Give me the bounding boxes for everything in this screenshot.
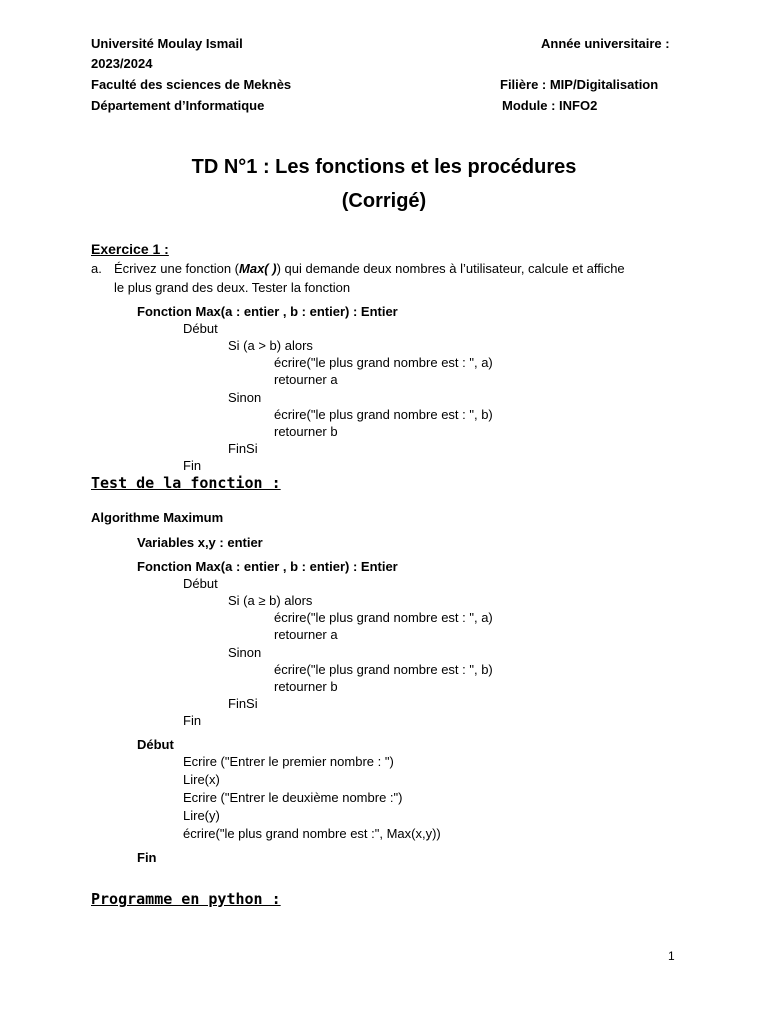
algorithm-line: retourner a bbox=[274, 372, 338, 388]
algorithm-line: retourner b bbox=[274, 678, 338, 694]
department-name: Département d’Informatique bbox=[91, 98, 265, 113]
statement-text: ) qui demande deux nombres à l’utilisateur, calcule et affiche bbox=[276, 261, 625, 276]
algorithm-line: écrire("le plus grand nombre est : ", a) bbox=[274, 355, 493, 371]
main-body-line: écrire("le plus grand nombre est :", Max(x,y)) bbox=[183, 826, 441, 841]
page-number: 1 bbox=[668, 949, 675, 963]
document-title: TD N°1 : Les fonctions et les procédures bbox=[191, 156, 577, 178]
algorithm-line: Fonction Max(a : entier , b : entier) : Entier bbox=[137, 559, 398, 574]
main-body-line: Lire(y) bbox=[183, 808, 220, 823]
algorithm-line: Fonction Max(a : entier , b : entier) : Entier bbox=[137, 304, 398, 319]
list-marker: a. bbox=[91, 261, 102, 276]
section-heading-python: Programme en python : bbox=[91, 890, 281, 908]
algorithm-line: Si (a ≥ b) alors bbox=[228, 593, 313, 609]
filiere-label: Filière : MIP/Digitalisation bbox=[500, 77, 659, 92]
algorithm-line: écrire("le plus grand nombre est : ", b) bbox=[274, 406, 493, 422]
main-body-line: Ecrire ("Entrer le deuxième nombre :") bbox=[183, 790, 403, 805]
algorithm-name: Algorithme Maximum bbox=[91, 510, 224, 525]
module-label: Module : INFO2 bbox=[502, 98, 598, 113]
function-name: Max( ) bbox=[239, 261, 277, 276]
algorithm-line: Si (a > b) alors bbox=[228, 338, 313, 354]
main-body-line: Ecrire ("Entrer le premier nombre : ") bbox=[183, 754, 394, 769]
academic-year-label: Année universitaire : bbox=[541, 36, 670, 51]
algorithm-line: Fin bbox=[183, 712, 202, 728]
algorithm-line: Début bbox=[183, 576, 218, 592]
exercise-heading: Exercice 1 : bbox=[91, 241, 169, 257]
academic-year-value: 2023/2024 bbox=[91, 56, 153, 71]
document-subtitle: (Corrigé) bbox=[341, 190, 427, 212]
algorithm-line: écrire("le plus grand nombre est : ", a) bbox=[274, 610, 493, 626]
algorithm-line: FinSi bbox=[228, 695, 258, 711]
variables-declaration: Variables x,y : entier bbox=[137, 535, 263, 550]
main-body-line: Lire(x) bbox=[183, 772, 220, 787]
section-heading-test: Test de la fonction : bbox=[91, 474, 281, 492]
university-name: Université Moulay Ismail bbox=[91, 36, 243, 51]
algorithm-line: FinSi bbox=[228, 440, 258, 456]
main-begin: Début bbox=[137, 737, 174, 752]
algorithm-line: Sinon bbox=[228, 644, 262, 660]
main-end: Fin bbox=[137, 850, 157, 865]
algorithm-line: Sinon bbox=[228, 389, 262, 405]
algorithm-line: retourner a bbox=[274, 627, 338, 643]
exercise-statement bbox=[114, 260, 625, 277]
algorithm-line: retourner b bbox=[274, 423, 338, 439]
algorithm-line: Début bbox=[183, 321, 218, 337]
faculty-name: Faculté des sciences de Meknès bbox=[91, 77, 292, 92]
exercise-statement-line2: le plus grand des deux. Tester la fonction bbox=[114, 280, 351, 295]
algorithm-line: écrire("le plus grand nombre est : ", b) bbox=[274, 661, 493, 677]
statement-text: Écrivez une fonction ( bbox=[114, 261, 240, 276]
algorithm-line: Fin bbox=[183, 457, 202, 473]
